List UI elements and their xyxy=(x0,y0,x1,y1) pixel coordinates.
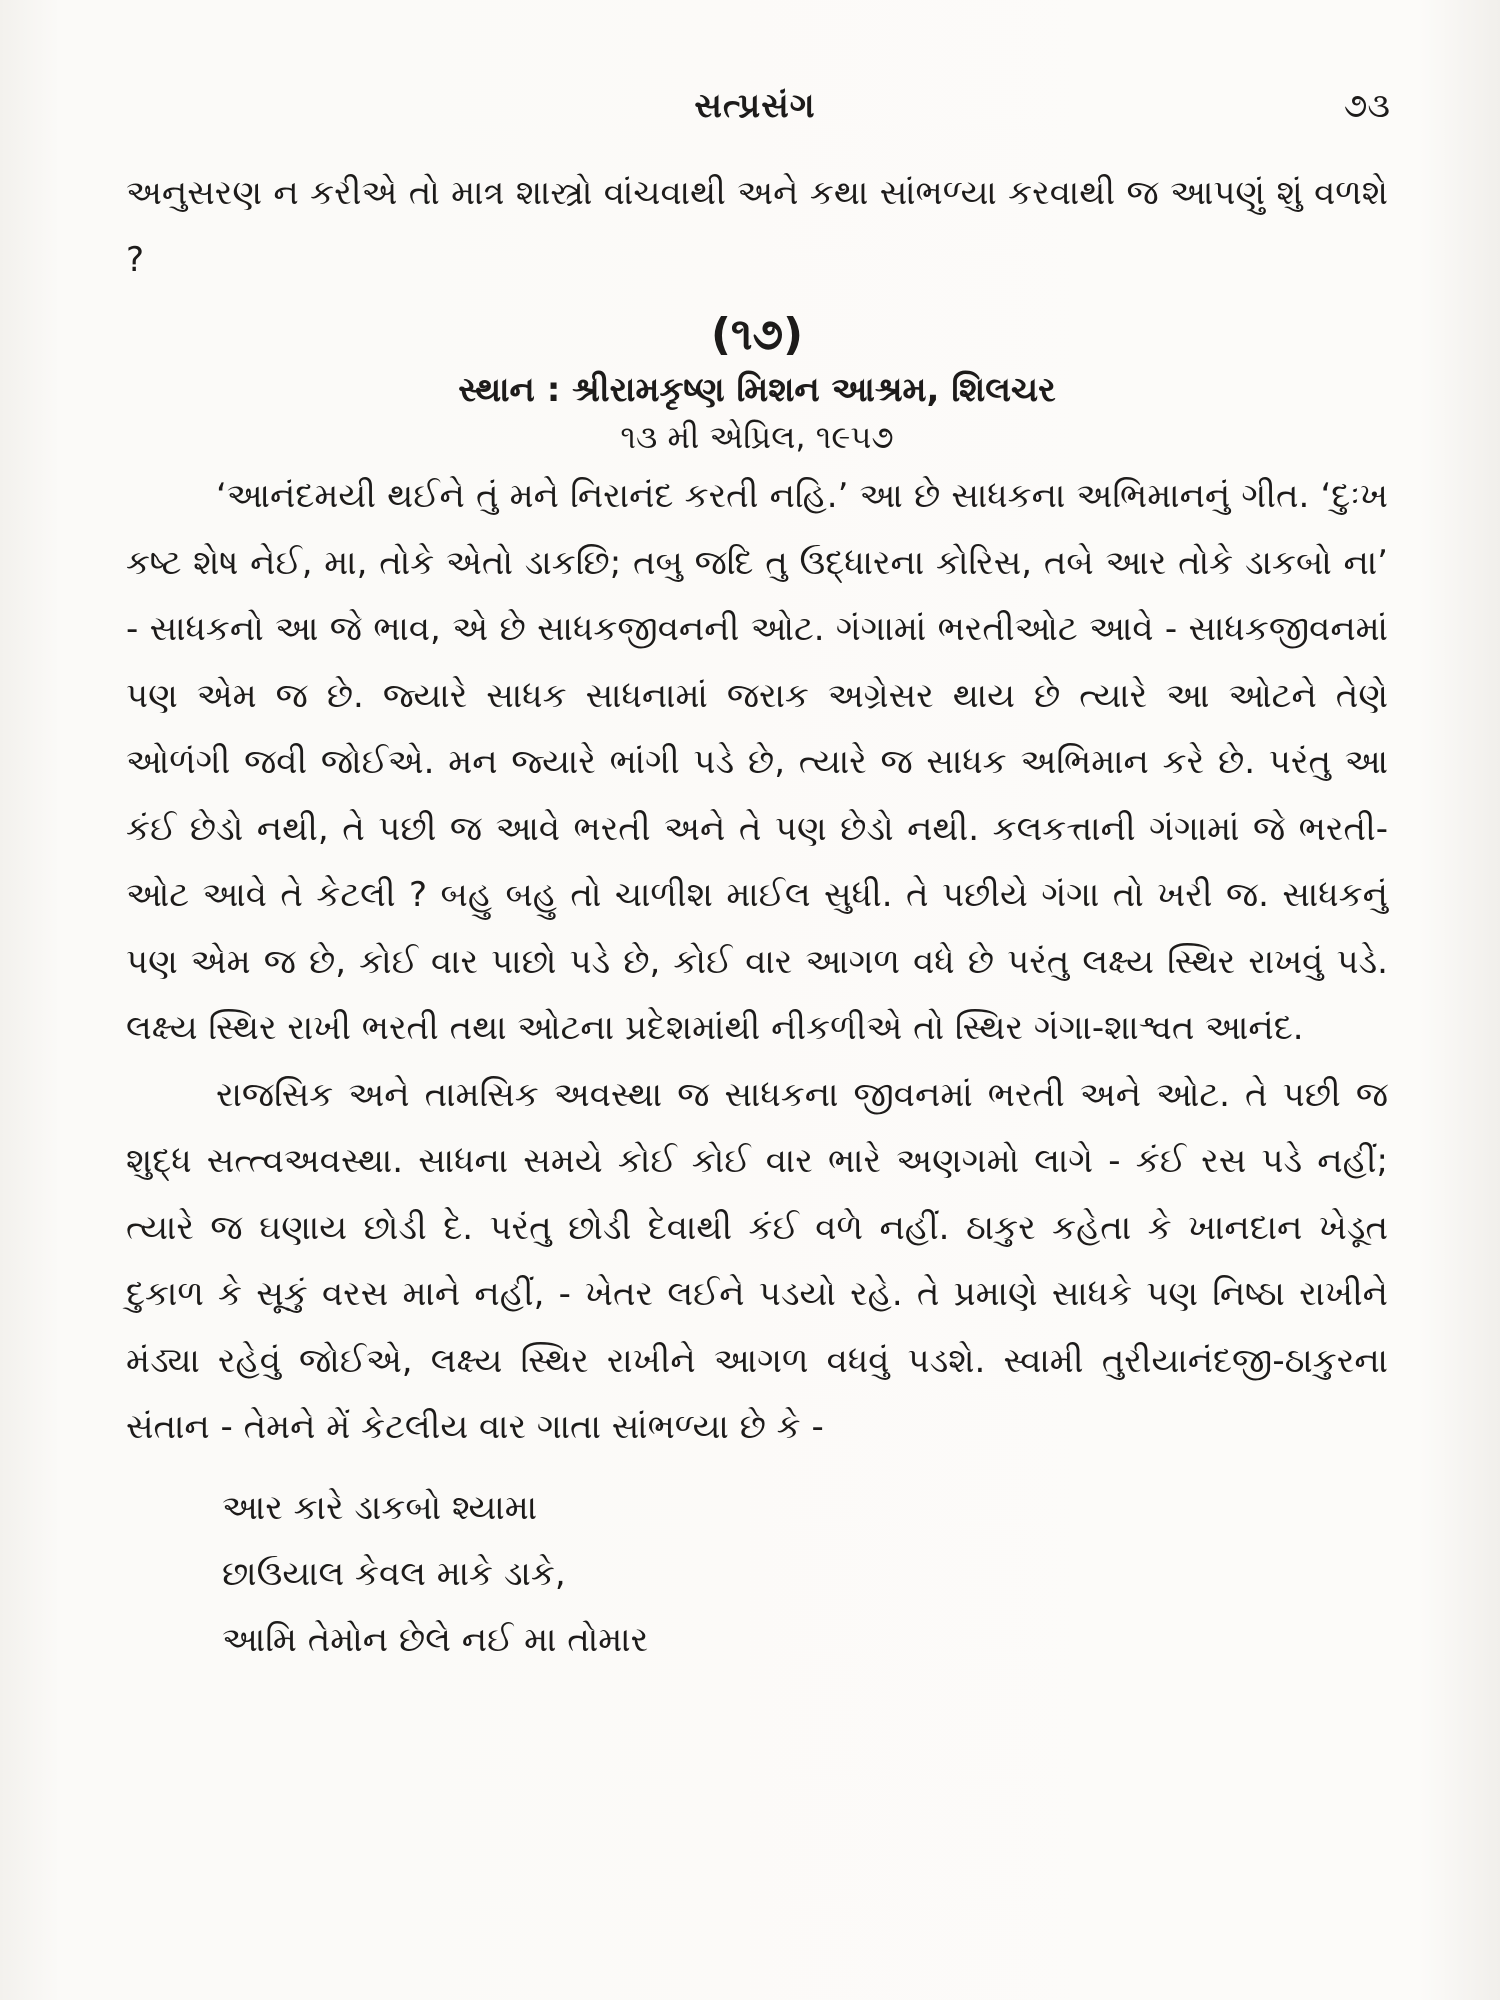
verse-line-3: આમિ તેમોન છેલે નઈ મા તોમાર xyxy=(222,1619,649,1660)
opening-paragraph: અનુસરણ ન કરીએ તો માત્ર શાસ્ત્રો વાંચવાથી અને કથા સાંભળ્યા કરવાથી જ આપણું શું વળશે ? xyxy=(126,173,1388,280)
song-verse xyxy=(126,1475,1388,1673)
verse-line-1: આર કારે ડાકબો શ્યામા xyxy=(222,1487,538,1528)
paragraph-1: ‘આનંદમયી થઈને તું મને નિરાનંદ કરતી નહિ.’ આ છે સાધકના અભિમાનનું ગીત. ‘દુઃખ કષ્ટ શેષ નેઈ, મા, તોકે એતો ડાકછિ; તબુ જદિ તુ ઉદ્ધારના કોરિસ, તબે આર તોકે ડાકબો ના’ - સાધકનો આ જે ભાવ, એ છે સાધકજીવનની ઓટ. ગંગામાં ભરતીઓટ આવે - સાધકજીવનમાં પણ એમ જ છે. જ્યારે સાધક સાધનામાં જરાક અગ્રેસર થાય છે ત્યારે આ ઓટને તેણે ઓળંગી જવી જોઈએ. મન જ્યારે ભાંગી પડે છે, ત્યારે જ સાધક અભિમાન કરે છે. પરંતુ આ કંઈ છેડો નથી, તે પછી જ આવે ભરતી અને તે પણ છેડો નથી. કલકત્તાની ગંગામાં જે ભરતી-ઓટ આવે તે કેટલી ? બહુ બહુ તો ચાળીશ માઈલ સુધી. તે પછીયે ગંગા તો ખરી જ. સાધકનું પણ એમ જ છે, કોઈ વાર પાછો પડે છે, કોઈ વાર આગળ વધે છે પરંતુ લક્ષ્ય સ્થિર રાખવું પડે. લક્ષ્ય સ્થિર રાખી ભરતી તથા ઓટના પ્રદેશમાંથી નીકળીએ તો સ્થિર ગંગા-શાશ્વત આનંદ. xyxy=(126,476,1388,1048)
section-number: (૧૭) xyxy=(710,309,804,360)
page-body xyxy=(126,160,1388,1673)
section-place-heading: સ્થાન : શ્રીરામકૃષ્ણ મિશન આશ્રમ, શિલચર xyxy=(458,370,1056,410)
page-number: ૭૩ xyxy=(1343,86,1390,126)
section-date: ૧૩ મી એપ્રિલ, ૧૯૫૭ xyxy=(620,418,894,456)
page-header xyxy=(120,82,1390,142)
paragraph-2: રાજસિક અને તામસિક અવસ્થા જ સાધકના જીવનમાં ભરતી અને ઓટ. તે પછી જ શુદ્ધ સત્ત્વઅવસ્થા. સાધના સમયે કોઈ કોઈ વાર ભારે અણગમો લાગે - કંઈ રસ પડે નહીં; ત્યારે જ ઘણાય છોડી દે. પરંતુ છોડી દેવાથી કંઈ વળે નહીં. ઠાકુર કહેતા કે ખાનદાન ખેડૂત દુકાળ કે સૂકું વરસ માને નહીં, - ખેતર લઈને પડયો રહે. તે પ્રમાણે સાધકે પણ નિષ્ઠા રાખીને મંડ્યા રહેવું જોઈએ, લક્ષ્ય સ્થિર રાખીને આગળ વધવું પડશે. સ્વામી તુરીયાનંદજી-ઠાકુરના સંતાન - તેમને મેં કેટલીય વાર ગાતા સાંભળ્યા છે કે - xyxy=(126,1074,1388,1447)
verse-line-2: છાઉયાલ કેવલ માકે ડાકે, xyxy=(222,1553,566,1594)
running-title: સત્પ્રસંગ xyxy=(694,86,816,126)
